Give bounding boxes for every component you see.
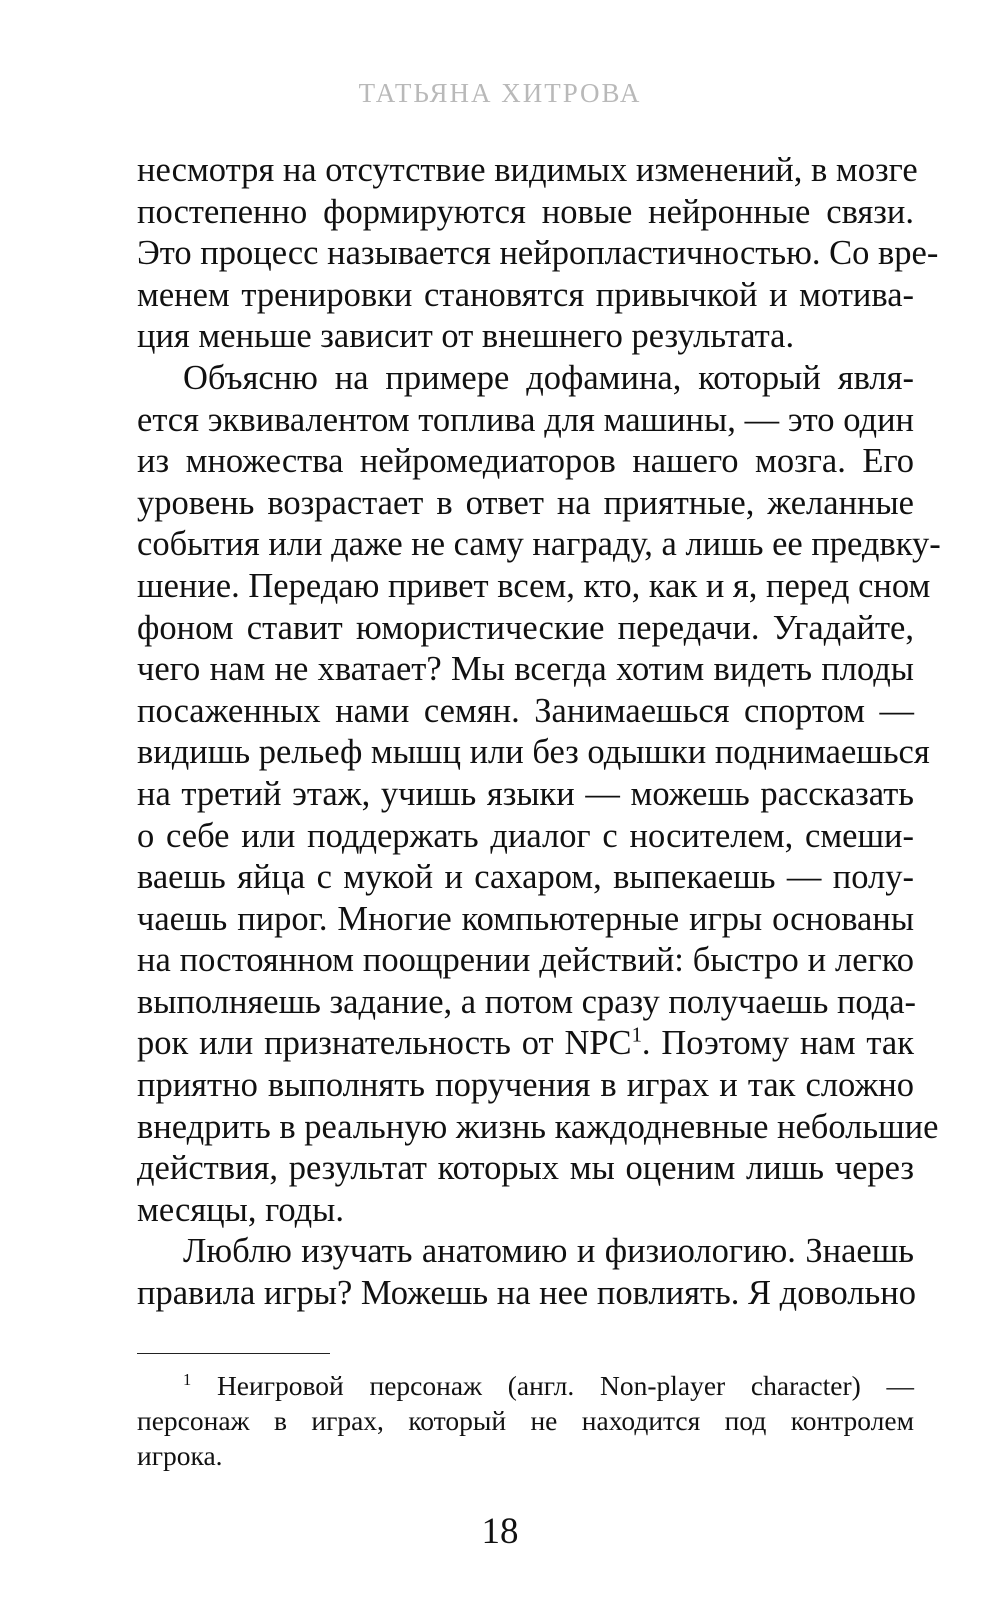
footnote-line [137,1368,914,1403]
footnote-reference[interactable]: 1 [631,1024,642,1047]
text-line: посаженных нами семян. Занимаешься спортом — [137,691,914,730]
text-fragment: . Поэтому нам так [641,1024,914,1063]
running-head: ТАТЬЯНА ХИТРОВА [358,78,642,108]
text-line: постепенно формируются новые нейронные связи. [137,192,914,231]
text-line: ция меньше зависит от внешнего результата. [137,317,795,356]
page-number: 18 [481,1511,519,1552]
text-line: Объясню на примере дофамина, который явля- [183,358,914,397]
text-fragment: рок или признательность от NPC [137,1024,632,1063]
text-line: события или даже не саму награду, а лишь ее предвку- [137,525,941,564]
footnote-marker: 1 [183,1369,192,1389]
text-line: Это процесс называется нейропластичностью. Со вре- [137,234,939,273]
text-fragment: Неигровой персонаж (англ. Non-player character) — [191,1370,914,1401]
text-line: шение. Передаю привет всем, кто, как и я, перед сном [137,566,931,605]
text-line: правила игры? Можешь на нее повлиять. Я довольно [137,1274,916,1313]
text-line: чего нам не хватает? Мы всегда хотим видеть плоды [137,650,914,689]
text-line: выполняешь задание, а потом сразу получаешь пода- [137,982,917,1021]
text-line: уровень возрастает в ответ на приятные, желанные [137,483,914,522]
paragraph-3 [137,1231,914,1314]
text-line: ется эквивалентом топлива для машины, — это один [137,400,914,439]
text-line-with-footnote [137,1023,914,1065]
text-line: Люблю изучать анатомию и физиологию. Знаешь [183,1232,914,1271]
text-line: фоном ставит юмористические передачи. Угадайте, [137,608,914,647]
main-text [137,150,941,1315]
text-line: месяцы, годы. [137,1190,344,1229]
footnote-line: персонаж в играх, который не находится под контролем [137,1405,914,1436]
text-line: видишь рельеф мышц или без одышки поднимаешься [137,733,930,772]
footnote [137,1368,914,1473]
footnote-line: игрока. [137,1440,223,1471]
text-line: внедрить в реальную жизнь каждодневные небольшие [137,1107,939,1146]
text-line: на третий этаж, учишь языки — можешь рассказать [137,774,914,813]
text-line: из множества нейромедиаторов нашего мозга. Его [137,442,914,481]
paragraph-2 [137,358,941,1231]
text-line: чаешь пирог. Многие компьютерные игры основаны [137,899,914,938]
text-line: ваешь яйца с мукой и сахаром, выпекаешь — полу- [137,858,914,897]
text-line: несмотря на отсутствие видимых изменений, в мозге [137,151,918,189]
text-line: менем тренировки становятся привычкой и мотива- [137,275,914,314]
paragraph-1 [137,150,939,358]
text-line: действия, результат которых мы оценим лишь через [137,1149,914,1188]
text-line: на постоянном поощрении действий: быстро и легко [137,941,914,980]
text-line: приятно выполнять поручения в играх и так сложно [137,1066,914,1105]
footnote-divider [137,1353,330,1354]
text-line: о себе или поддержать диалог с носителем, смеши- [137,816,914,855]
